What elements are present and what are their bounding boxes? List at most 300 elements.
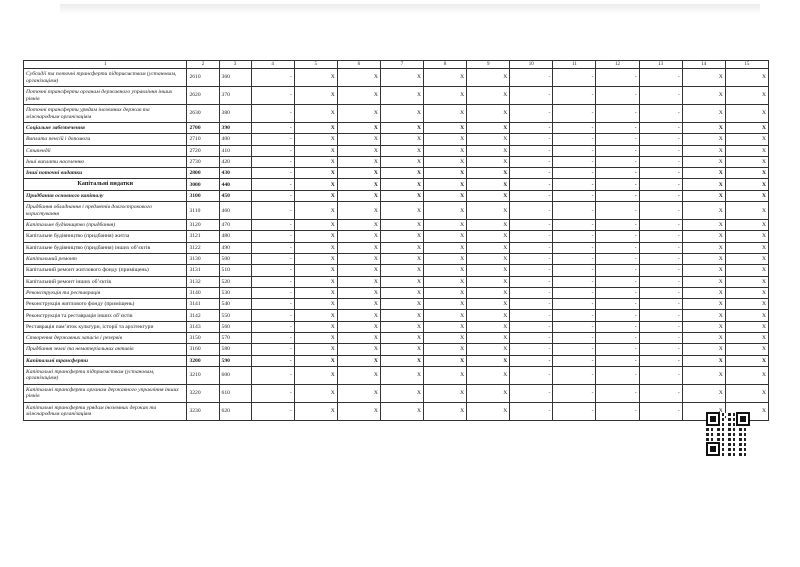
value-cell: -: [510, 355, 553, 366]
value-cell: X: [337, 190, 380, 201]
value-cell: X: [424, 202, 467, 220]
value-cell: X: [337, 179, 380, 190]
row-code: 3150: [187, 333, 219, 344]
row-name: Капітальні трансферти органам державного управління інших рівнів: [24, 384, 187, 402]
value-cell: -: [596, 202, 639, 220]
value-cell: X: [467, 242, 510, 253]
table-row: [24, 145, 769, 156]
row-name: Придбання основного капіталу: [24, 190, 187, 201]
value-cell: -: [251, 299, 294, 310]
table-row: [24, 105, 769, 123]
value-cell: X: [682, 87, 725, 105]
row-name: Капітальне будівництво (придбання) інших об’єктів: [24, 242, 187, 253]
row-code: 3132: [187, 276, 219, 287]
value-cell: -: [251, 145, 294, 156]
value-cell: X: [467, 333, 510, 344]
value-cell: -: [553, 69, 596, 87]
row-code: 2730: [187, 156, 219, 167]
table-row: [24, 333, 769, 344]
table-row: [24, 168, 769, 179]
value-cell: X: [467, 355, 510, 366]
value-cell: X: [682, 168, 725, 179]
value-cell: X: [725, 384, 768, 402]
value-cell: -: [251, 190, 294, 201]
value-cell: -: [553, 242, 596, 253]
table-row: [24, 366, 769, 384]
value-cell: X: [337, 310, 380, 321]
value-cell: -: [596, 355, 639, 366]
value-cell: -: [553, 231, 596, 242]
value-cell: X: [682, 310, 725, 321]
value-cell: -: [639, 123, 682, 134]
value-cell: X: [380, 231, 423, 242]
row-code: 3220: [187, 384, 219, 402]
value-cell: -: [251, 69, 294, 87]
value-cell: X: [424, 105, 467, 123]
value-cell: -: [596, 220, 639, 231]
value-cell: X: [294, 253, 337, 264]
value-cell: X: [294, 220, 337, 231]
value-cell: -: [639, 402, 682, 420]
value-cell: X: [294, 355, 337, 366]
value-cell: -: [596, 321, 639, 332]
value-cell: -: [553, 321, 596, 332]
table-row: [24, 253, 769, 264]
row-line-number: 400: [219, 134, 251, 145]
value-cell: X: [682, 276, 725, 287]
value-cell: -: [251, 402, 294, 420]
value-cell: X: [424, 253, 467, 264]
value-cell: X: [725, 321, 768, 332]
value-cell: -: [510, 105, 553, 123]
value-cell: X: [467, 179, 510, 190]
value-cell: -: [251, 265, 294, 276]
value-cell: X: [682, 145, 725, 156]
table-row: [24, 202, 769, 220]
row-name: Капітальні трансферти підприємствам (установам, організаціям): [24, 366, 187, 384]
value-cell: -: [510, 179, 553, 190]
value-cell: -: [251, 179, 294, 190]
value-cell: X: [467, 344, 510, 355]
value-cell: -: [553, 310, 596, 321]
value-cell: -: [510, 156, 553, 167]
row-code: 3141: [187, 299, 219, 310]
value-cell: X: [337, 134, 380, 145]
value-cell: -: [510, 276, 553, 287]
value-cell: X: [424, 168, 467, 179]
value-cell: -: [510, 402, 553, 420]
row-name: Стипендії: [24, 145, 187, 156]
value-cell: X: [467, 366, 510, 384]
row-line-number: 410: [219, 145, 251, 156]
value-cell: X: [294, 344, 337, 355]
value-cell: -: [596, 87, 639, 105]
row-code: 3160: [187, 344, 219, 355]
value-cell: X: [294, 202, 337, 220]
value-cell: X: [380, 299, 423, 310]
table-row: [24, 344, 769, 355]
table-row: [24, 134, 769, 145]
value-cell: X: [467, 202, 510, 220]
column-number: 4: [251, 61, 294, 69]
value-cell: -: [510, 134, 553, 145]
value-cell: -: [251, 105, 294, 123]
value-cell: -: [510, 310, 553, 321]
column-number: 7: [380, 61, 423, 69]
value-cell: X: [380, 134, 423, 145]
value-cell: -: [639, 202, 682, 220]
value-cell: X: [337, 253, 380, 264]
column-number: 10: [510, 61, 553, 69]
row-code: 3122: [187, 242, 219, 253]
value-cell: X: [725, 87, 768, 105]
value-cell: X: [682, 179, 725, 190]
value-cell: -: [639, 231, 682, 242]
value-cell: X: [682, 384, 725, 402]
value-cell: -: [251, 242, 294, 253]
value-cell: X: [682, 333, 725, 344]
row-code: 2710: [187, 134, 219, 145]
value-cell: X: [337, 123, 380, 134]
value-cell: X: [467, 265, 510, 276]
row-code: 3210: [187, 366, 219, 384]
value-cell: X: [337, 231, 380, 242]
value-cell: X: [380, 344, 423, 355]
value-cell: X: [725, 190, 768, 201]
value-cell: X: [337, 69, 380, 87]
row-line-number: 530: [219, 287, 251, 298]
value-cell: -: [596, 402, 639, 420]
value-cell: X: [682, 220, 725, 231]
row-name: Реконструкція та реставрація: [24, 287, 187, 298]
table-row: [24, 179, 769, 190]
value-cell: X: [294, 156, 337, 167]
value-cell: X: [424, 220, 467, 231]
value-cell: X: [725, 123, 768, 134]
table-row: [24, 87, 769, 105]
value-cell: X: [682, 355, 725, 366]
value-cell: -: [251, 355, 294, 366]
value-cell: X: [725, 168, 768, 179]
column-number: 1: [24, 61, 187, 69]
value-cell: -: [553, 287, 596, 298]
value-cell: X: [682, 321, 725, 332]
value-cell: X: [380, 265, 423, 276]
value-cell: -: [639, 220, 682, 231]
table-row: [24, 123, 769, 134]
value-cell: X: [725, 344, 768, 355]
value-cell: -: [639, 87, 682, 105]
row-name: Реконструкція житлового фонду (приміщень): [24, 299, 187, 310]
table-row: [24, 402, 769, 420]
value-cell: -: [251, 253, 294, 264]
row-line-number: 450: [219, 190, 251, 201]
value-cell: -: [251, 287, 294, 298]
row-name: Поточні трансферти органам державного управління інших рівнів: [24, 87, 187, 105]
value-cell: X: [467, 384, 510, 402]
row-code: 3143: [187, 321, 219, 332]
value-cell: -: [596, 366, 639, 384]
table-row: [24, 231, 769, 242]
value-cell: -: [596, 69, 639, 87]
row-name: Капітальне будівництво (придбання) житла: [24, 231, 187, 242]
value-cell: -: [510, 384, 553, 402]
value-cell: X: [294, 242, 337, 253]
column-number: 9: [467, 61, 510, 69]
column-number: 2: [187, 61, 219, 69]
value-cell: -: [510, 287, 553, 298]
row-code: 2800: [187, 168, 219, 179]
value-cell: X: [294, 179, 337, 190]
row-code: 3142: [187, 310, 219, 321]
value-cell: -: [553, 402, 596, 420]
row-line-number: 490: [219, 242, 251, 253]
value-cell: X: [725, 220, 768, 231]
value-cell: -: [251, 310, 294, 321]
row-code: 2610: [187, 69, 219, 87]
row-line-number: 360: [219, 69, 251, 87]
value-cell: -: [639, 145, 682, 156]
value-cell: X: [424, 321, 467, 332]
row-name: Капітальний ремонт житлового фонду (приміщень): [24, 265, 187, 276]
value-cell: -: [251, 231, 294, 242]
value-cell: X: [725, 242, 768, 253]
row-line-number: 610: [219, 384, 251, 402]
value-cell: X: [725, 333, 768, 344]
value-cell: X: [725, 276, 768, 287]
value-cell: X: [467, 276, 510, 287]
value-cell: -: [553, 156, 596, 167]
row-name: Капітальний ремонт інших об’єктів: [24, 276, 187, 287]
value-cell: X: [337, 366, 380, 384]
value-cell: -: [639, 333, 682, 344]
value-cell: -: [639, 384, 682, 402]
column-number: 6: [337, 61, 380, 69]
value-cell: X: [294, 87, 337, 105]
row-name: Соціальне забезпечення: [24, 123, 187, 134]
value-cell: -: [596, 344, 639, 355]
value-cell: -: [553, 253, 596, 264]
value-cell: X: [380, 156, 423, 167]
value-cell: X: [467, 310, 510, 321]
value-cell: X: [380, 253, 423, 264]
row-line-number: 500: [219, 253, 251, 264]
value-cell: X: [337, 242, 380, 253]
value-cell: X: [294, 190, 337, 201]
value-cell: -: [639, 69, 682, 87]
row-name: Створення державних запасів і резервів: [24, 333, 187, 344]
scan-shadow: [60, 4, 760, 14]
value-cell: -: [639, 344, 682, 355]
value-cell: X: [467, 69, 510, 87]
table-row: [24, 156, 769, 167]
value-cell: -: [596, 287, 639, 298]
value-cell: -: [639, 355, 682, 366]
value-cell: X: [682, 134, 725, 145]
row-name: Інші виплати населенню: [24, 156, 187, 167]
value-cell: X: [337, 287, 380, 298]
value-cell: -: [553, 87, 596, 105]
table-row: [24, 384, 769, 402]
value-cell: -: [553, 145, 596, 156]
row-code: 2720: [187, 145, 219, 156]
value-cell: X: [424, 190, 467, 201]
value-cell: -: [596, 145, 639, 156]
value-cell: X: [682, 253, 725, 264]
value-cell: X: [682, 202, 725, 220]
value-cell: X: [682, 69, 725, 87]
value-cell: X: [294, 105, 337, 123]
column-number: 5: [294, 61, 337, 69]
value-cell: X: [337, 220, 380, 231]
value-cell: -: [596, 156, 639, 167]
row-name: Капітальні видатки: [24, 179, 187, 190]
value-cell: X: [725, 231, 768, 242]
column-number: 13: [639, 61, 682, 69]
value-cell: -: [596, 179, 639, 190]
value-cell: X: [682, 242, 725, 253]
value-cell: X: [725, 366, 768, 384]
value-cell: X: [294, 287, 337, 298]
value-cell: -: [553, 105, 596, 123]
table-row: [24, 287, 769, 298]
value-cell: X: [424, 355, 467, 366]
value-cell: -: [596, 265, 639, 276]
value-cell: -: [596, 190, 639, 201]
value-cell: X: [380, 402, 423, 420]
value-cell: X: [467, 231, 510, 242]
table-row: [24, 355, 769, 366]
value-cell: -: [639, 299, 682, 310]
value-cell: -: [596, 310, 639, 321]
value-cell: X: [337, 156, 380, 167]
value-cell: X: [682, 156, 725, 167]
value-cell: X: [294, 69, 337, 87]
value-cell: X: [682, 105, 725, 123]
value-cell: -: [553, 123, 596, 134]
row-name: Придбання землі та нематеріальних активів: [24, 344, 187, 355]
row-code: 3200: [187, 355, 219, 366]
value-cell: X: [424, 145, 467, 156]
value-cell: X: [725, 69, 768, 87]
value-cell: X: [725, 310, 768, 321]
value-cell: X: [337, 105, 380, 123]
value-cell: -: [510, 333, 553, 344]
table-row: [24, 69, 769, 87]
table-row: [24, 242, 769, 253]
value-cell: -: [251, 123, 294, 134]
value-cell: -: [596, 123, 639, 134]
value-cell: X: [294, 168, 337, 179]
row-name: Капітальне будівництво (придбання): [24, 220, 187, 231]
value-cell: X: [380, 145, 423, 156]
value-cell: -: [596, 384, 639, 402]
value-cell: -: [510, 190, 553, 201]
row-code: 2620: [187, 87, 219, 105]
column-number: 12: [596, 61, 639, 69]
value-cell: -: [639, 168, 682, 179]
value-cell: -: [510, 231, 553, 242]
value-cell: X: [467, 321, 510, 332]
value-cell: X: [467, 105, 510, 123]
value-cell: -: [639, 190, 682, 201]
value-cell: -: [596, 253, 639, 264]
row-name: Субсидії та поточні трансферти підприємствам (установам, організаціям): [24, 69, 187, 87]
value-cell: X: [380, 384, 423, 402]
row-line-number: 380: [219, 105, 251, 123]
table-row: [24, 220, 769, 231]
row-line-number: 600: [219, 366, 251, 384]
value-cell: X: [725, 402, 768, 420]
row-code: 3121: [187, 231, 219, 242]
row-code: 3110: [187, 202, 219, 220]
value-cell: X: [682, 287, 725, 298]
row-line-number: 620: [219, 402, 251, 420]
value-cell: X: [337, 145, 380, 156]
value-cell: X: [337, 276, 380, 287]
value-cell: -: [553, 344, 596, 355]
row-line-number: 420: [219, 156, 251, 167]
row-line-number: 370: [219, 87, 251, 105]
value-cell: X: [682, 299, 725, 310]
value-cell: -: [553, 134, 596, 145]
column-number-row: [24, 61, 769, 69]
value-cell: -: [510, 299, 553, 310]
value-cell: -: [510, 69, 553, 87]
value-cell: -: [596, 134, 639, 145]
value-cell: X: [682, 344, 725, 355]
value-cell: -: [251, 220, 294, 231]
value-cell: -: [553, 333, 596, 344]
value-cell: X: [294, 333, 337, 344]
row-line-number: 440: [219, 179, 251, 190]
value-cell: X: [725, 105, 768, 123]
value-cell: X: [682, 265, 725, 276]
value-cell: X: [380, 333, 423, 344]
value-cell: -: [639, 156, 682, 167]
value-cell: X: [424, 69, 467, 87]
value-cell: X: [380, 123, 423, 134]
value-cell: -: [510, 123, 553, 134]
value-cell: X: [380, 276, 423, 287]
value-cell: -: [510, 242, 553, 253]
table-body: [24, 61, 769, 421]
value-cell: X: [725, 299, 768, 310]
value-cell: X: [467, 145, 510, 156]
value-cell: X: [337, 87, 380, 105]
value-cell: -: [639, 276, 682, 287]
value-cell: X: [424, 179, 467, 190]
table-row: [24, 276, 769, 287]
value-cell: X: [424, 242, 467, 253]
value-cell: -: [596, 276, 639, 287]
row-name: Придбання обладнання і предметів довгострокового користування: [24, 202, 187, 220]
value-cell: -: [251, 87, 294, 105]
value-cell: -: [510, 145, 553, 156]
value-cell: -: [510, 344, 553, 355]
row-code: 3000: [187, 179, 219, 190]
value-cell: -: [639, 253, 682, 264]
value-cell: X: [725, 355, 768, 366]
value-cell: X: [682, 123, 725, 134]
value-cell: X: [380, 242, 423, 253]
table-row: [24, 265, 769, 276]
value-cell: -: [510, 87, 553, 105]
value-cell: -: [639, 321, 682, 332]
value-cell: X: [467, 123, 510, 134]
value-cell: X: [380, 287, 423, 298]
value-cell: -: [639, 242, 682, 253]
